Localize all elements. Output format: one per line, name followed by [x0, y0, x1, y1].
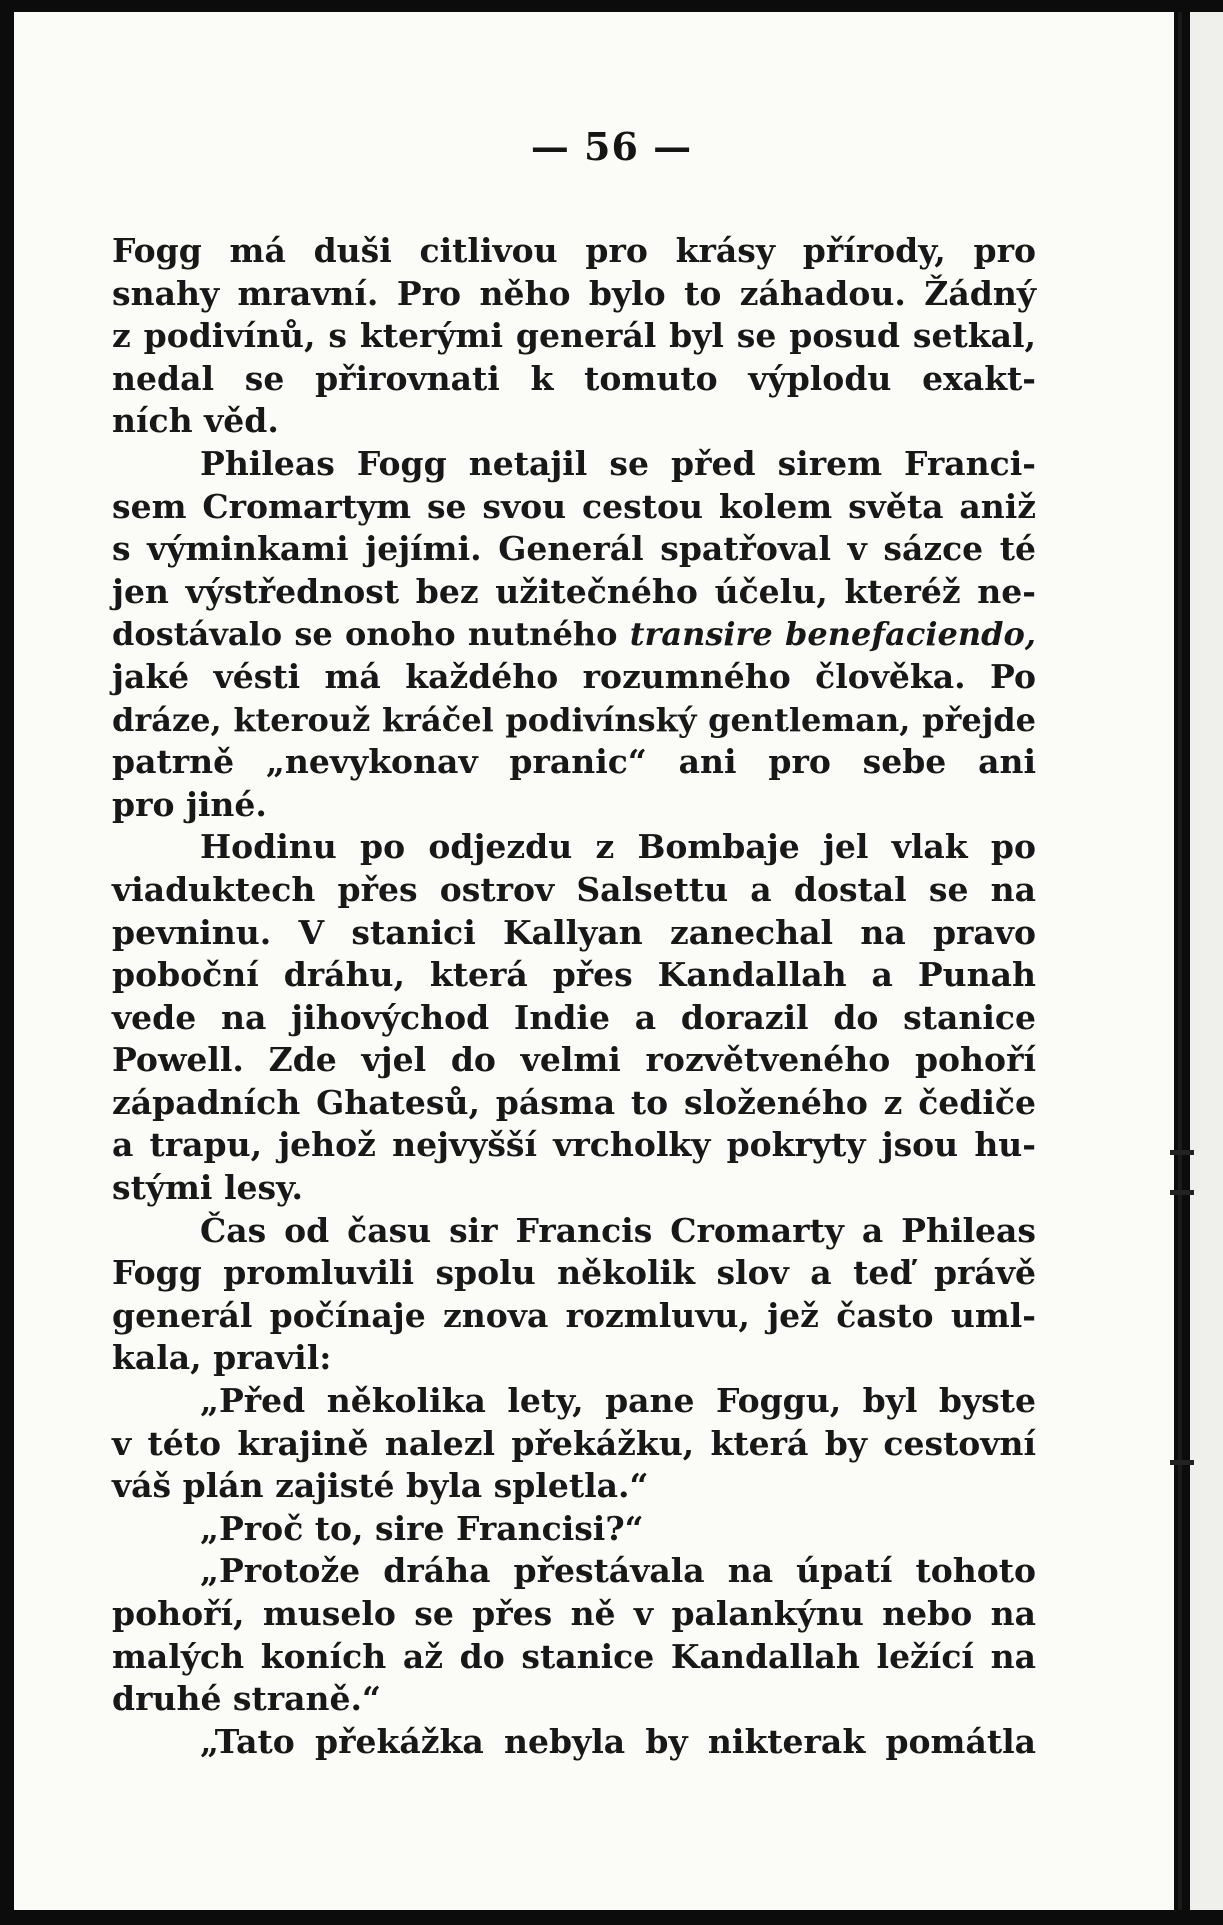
text-line: poboční dráhu, která přes Kandallah a Punah	[112, 955, 1036, 995]
text-line: nedal se přirovnati k tomuto výplodu exakt-	[112, 358, 1036, 398]
page-number: — 56 —	[530, 124, 693, 169]
edge-mark	[1170, 1460, 1194, 1465]
text-line: jaké vésti má každého rozumného člověka. Po	[112, 656, 1036, 696]
text-line: patrně „nevykonav pranic“ ani pro sebe ani	[112, 742, 1036, 782]
text-line: Hodinu po odjezdu z Bombaje jel vlak po	[200, 827, 1036, 867]
text-line: pevninu. V stanici Kallyan zanechal na pravo	[112, 912, 1036, 952]
text-line: Čas od času sir Francis Cromarty a Phileas	[200, 1210, 1036, 1250]
latin-phrase: transire benefaciendo,	[629, 615, 1037, 654]
text-line: pro jiné.	[112, 784, 267, 824]
text-line: Fogg má duši citlivou pro krásy přírody, pro	[112, 231, 1036, 270]
text-line-segment: dostávalo se onoho nutného	[112, 615, 630, 654]
text-line: s výminkami jejími. Generál spatřoval v sázce té	[112, 529, 1036, 569]
text-line: viaduktech přes ostrov Salsettu a dostal se na	[112, 869, 1036, 909]
text-line: Fogg promluvili spolu několik slov a teď právě	[112, 1253, 1036, 1293]
text-line: Powell. Zde vjel do velmi rozvětveného pohoří	[112, 1040, 1036, 1080]
text-line: snahy mravní. Pro něho bylo to záhadou. Žádný	[112, 273, 1036, 313]
text-line: „Protože dráha přestávala na úpatí tohoto	[200, 1551, 1036, 1591]
text-line: „Tato překážka nebyla by nikterak pomátla	[200, 1721, 1036, 1761]
text-line: jen výstřednost bez užitečného účelu, kteréž ne-	[112, 571, 1036, 611]
adjacent-page-strip	[1190, 12, 1223, 1910]
text-line: váš plán zajisté byla spletla.“	[112, 1466, 649, 1506]
text-line: v této krajině nalezl překážku, která by cestovní	[112, 1423, 1036, 1463]
text-line: druhé straně.“	[112, 1679, 381, 1719]
text-line: stými lesy.	[112, 1168, 303, 1208]
text-line: kala, pravil:	[112, 1338, 332, 1378]
page-text	[112, 230, 1036, 1763]
text-line: generál počínaje znova rozmluvu, jež často uml-	[112, 1295, 1036, 1335]
page-edge-line	[1178, 12, 1182, 1910]
text-line: „Proč to, sire Francisi?“	[200, 1508, 644, 1548]
text-line: západních Ghatesů, pásma to složeného z čediče	[112, 1082, 1036, 1122]
text-line: vede na jihovýchod Indie a dorazil do stanice	[112, 997, 1036, 1037]
text-line: ních věd.	[112, 401, 279, 441]
text-line	[112, 613, 1036, 656]
text-line: pohoří, muselo se přes ně v palankýnu nebo na	[112, 1594, 1036, 1633]
text-line: Phileas Fogg netajil se před sirem Franci-	[200, 443, 1036, 483]
text-line: sem Cromartym se svou cestou kolem světa aniž	[112, 486, 1036, 526]
text-line: malých koních až do stanice Kandallah ležící na	[112, 1636, 1036, 1676]
edge-mark	[1170, 1190, 1194, 1195]
text-line: dráze, kterouž kráčel podivínský gentleman, přejde	[112, 700, 1036, 739]
edge-mark	[1170, 1150, 1194, 1155]
text-line: z podivínů, s kterými generál byl se posud setkal,	[112, 316, 1036, 356]
text-line: a trapu, jehož nejvyšší vrcholky pokryty jsou hu-	[112, 1125, 1036, 1165]
text-line: „Před několika lety, pane Foggu, byl byste	[200, 1381, 1036, 1421]
